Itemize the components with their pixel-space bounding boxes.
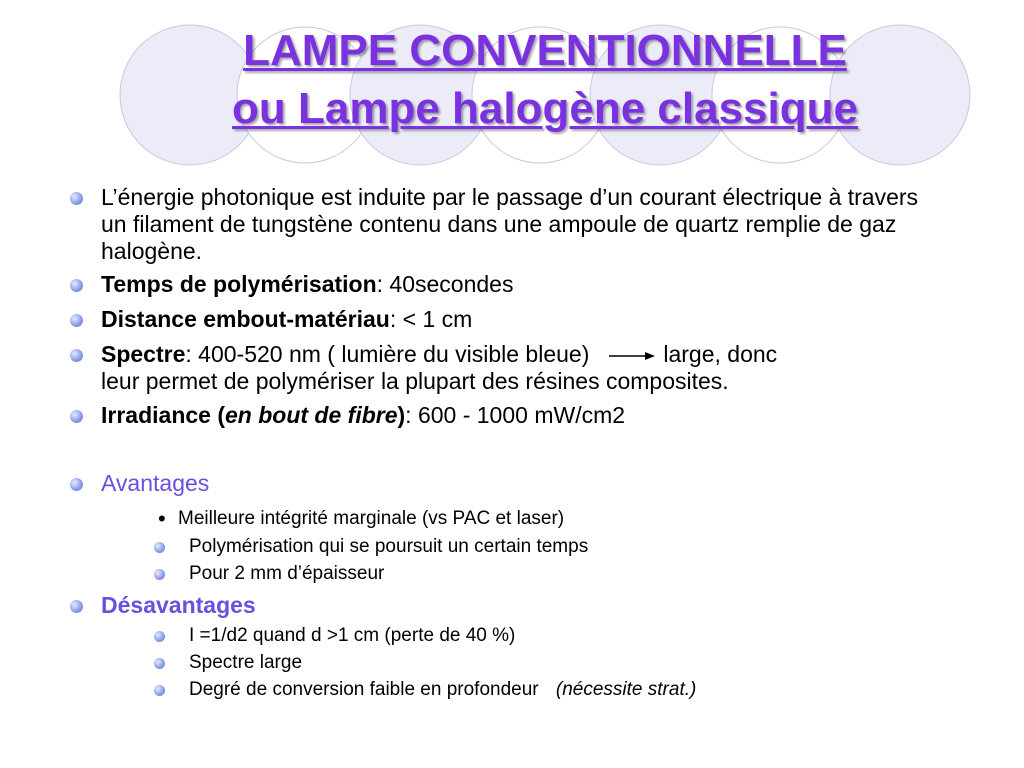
sphere-bullet-icon [154, 685, 165, 696]
heading-avantages: Avantages [101, 470, 931, 497]
sphere-bullet-icon [154, 658, 165, 669]
avantage-item-2: Polymérisation qui se poursuit un certain temps [170, 535, 930, 559]
avantage-item-1: • Meilleure intégrité marginale (vs PAC et laser) [158, 506, 565, 531]
sphere-bullet-icon [70, 600, 83, 613]
bullet-temps: Temps de polymérisation: 40secondes [101, 271, 931, 298]
title-line-2: ou Lampe halogène classique [232, 84, 858, 133]
sphere-bullet-icon [70, 192, 83, 205]
title-line-1: LAMPE CONVENTIONNELLE [243, 26, 847, 75]
avantage-item-3: Pour 2 mm d’épaisseur [170, 562, 930, 586]
dot-bullet-icon: • [158, 506, 166, 531]
right-arrow-icon [609, 350, 655, 362]
sphere-bullet-icon [154, 542, 165, 553]
sphere-bullet-icon [154, 569, 165, 580]
desavantage-item-3: Degré de conversion faible en profondeur (nécessite strat.) [170, 678, 930, 702]
bullet-irradiance: Irradiance (en bout de fibre): 600 - 1000 mW/cm2 [101, 402, 931, 429]
bullet-distance: Distance embout-matériau: < 1 cm [101, 306, 931, 333]
sphere-bullet-icon [70, 478, 83, 491]
bullet-spectre: Spectre: 400-520 nm ( lumière du visible bleue) large, donc leur permet de polymériser la plupart des résines composites. [101, 341, 931, 395]
sphere-bullet-icon [70, 349, 83, 362]
desavantage-item-2: Spectre large [170, 651, 930, 675]
desavantage-item-1: I =1/d2 quand d >1 cm (perte de 40 %) [170, 624, 930, 648]
sphere-bullet-icon [70, 410, 83, 423]
sphere-bullet-icon [70, 314, 83, 327]
heading-desavantages: Désavantages [101, 592, 931, 619]
bullet-energie: L’énergie photonique est induite par le passage d’un courant électrique à travers un filament de tungstène contenu dans une ampoule de quartz remplie de gaz halogène. [101, 184, 931, 265]
sphere-bullet-icon [154, 631, 165, 642]
sphere-bullet-icon [70, 279, 83, 292]
